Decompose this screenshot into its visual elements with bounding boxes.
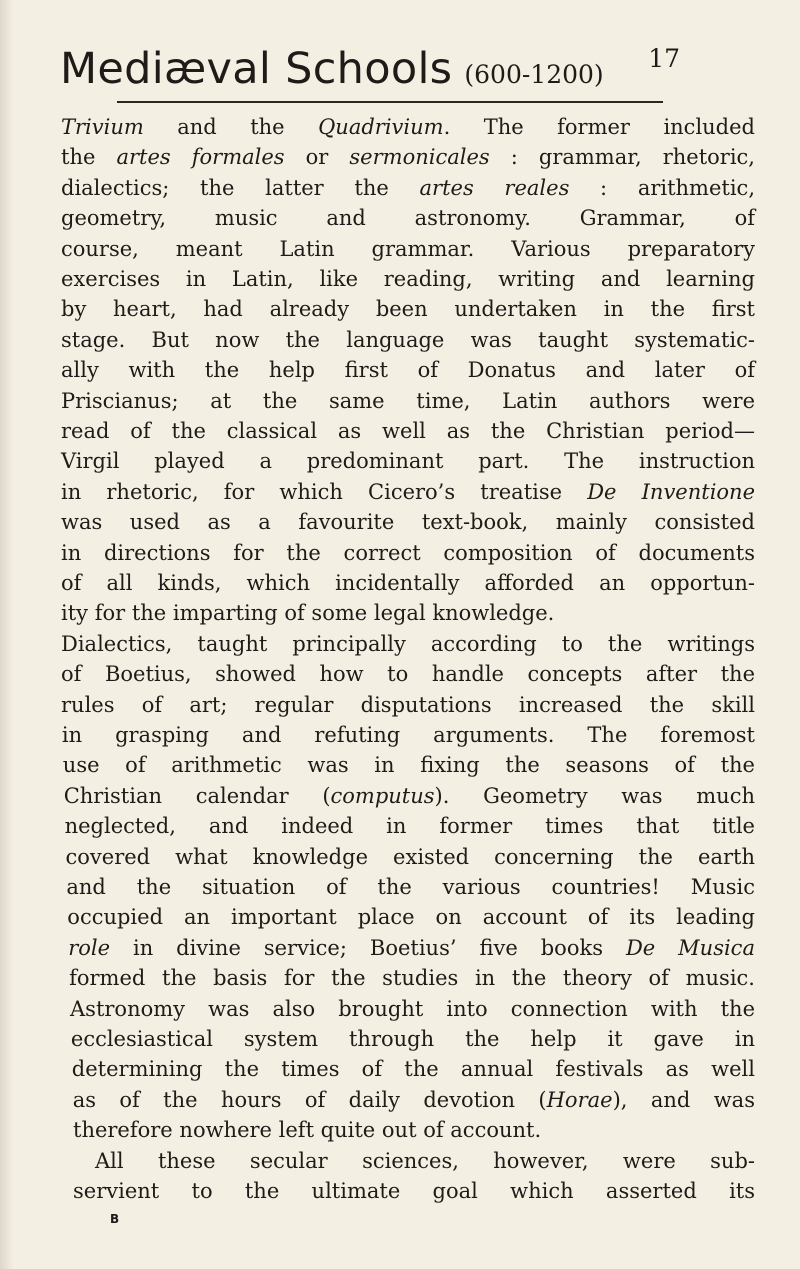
- text-line: in grasping and refuting arguments. The foremost: [61, 723, 755, 747]
- text-line: ally with the help first of Donatus and later of: [61, 358, 755, 383]
- text-line: geometry, music and astronomy. Grammar, of: [61, 206, 755, 231]
- text-line: Priscianus; at the same time, Latin authors were: [61, 388, 755, 413]
- header-rule: [117, 101, 663, 103]
- text-line: was used as a favourite text-book, mainly consisted: [61, 510, 755, 535]
- text-line: course, meant Latin grammar. Various preparatory: [61, 236, 755, 261]
- text-line: of all kinds, which incidentally afforded an opportun-: [61, 571, 755, 595]
- date-range: (600-1200): [464, 60, 604, 89]
- text-line: Astronomy was also brought into connection with the: [70, 996, 755, 1021]
- running-header: [60, 44, 680, 100]
- gutter-shadow: [0, 0, 14, 1269]
- text-line: covered what knowledge existed concerning the earth: [65, 844, 755, 869]
- text-line: formed the basis for the studies in the theory of music.: [69, 966, 755, 991]
- text-line: Trivium and the Quadrivium. The former included: [61, 115, 755, 139]
- text-line: of Boetius, showed how to handle concepts after the: [61, 662, 755, 687]
- page-number: 17: [648, 44, 680, 73]
- text-line: exercises in Latin, like reading, writing and learning: [61, 267, 755, 291]
- text-line: ity for the imparting of some legal knowledge.: [61, 601, 555, 626]
- text-line: Virgil played a predominant part. The instruction: [61, 449, 755, 474]
- text-line: rules of art; regular disputations increased the skill: [61, 692, 755, 717]
- text-line: ecclesiastical system through the help it gave in: [70, 1027, 755, 1051]
- text-line: All these secular sciences, however, were sub-: [95, 1148, 755, 1173]
- running-title: Mediæval Schools: [60, 44, 453, 94]
- text-line: servient to the ultimate goal which asserted its: [73, 1179, 755, 1203]
- text-line: role in divine service; Boetius’ five books De Musica: [68, 935, 755, 960]
- text-line: and the situation of the various countries! Music: [66, 875, 755, 899]
- text-line: neglected, and indeed in former times that title: [64, 814, 755, 839]
- text-line: determining the times of the annual festivals as well: [71, 1057, 755, 1082]
- text-line: Christian calendar (computus). Geometry was much: [63, 783, 755, 808]
- text-line: occupied an important place on account of its leading: [67, 905, 755, 930]
- text-line: Dialectics, taught principally according to the writings: [61, 631, 755, 656]
- signature-mark: B: [110, 1212, 120, 1226]
- text-line: in directions for the correct composition of documents: [61, 540, 755, 565]
- text-line: therefore nowhere left quite out of account.: [73, 1118, 542, 1143]
- text-line: by heart, had already been undertaken in the first: [61, 297, 755, 322]
- text-line: the artes formales or sermonicales : grammar, rhetoric,: [61, 145, 755, 170]
- text-line: read of the classical as well as the Christian period—: [61, 419, 755, 443]
- text-line: use of arithmetic was in fixing the seasons of the: [62, 753, 755, 778]
- text-line: dialectics; the latter the artes reales : arithmetic,: [61, 175, 755, 200]
- text-line: as of the hours of daily devotion (Horae), and was: [72, 1087, 755, 1112]
- text-line: in rhetoric, for which Cicero’s treatise De Inventione: [61, 479, 756, 504]
- text-line: stage. But now the language was taught systematic-: [61, 327, 755, 352]
